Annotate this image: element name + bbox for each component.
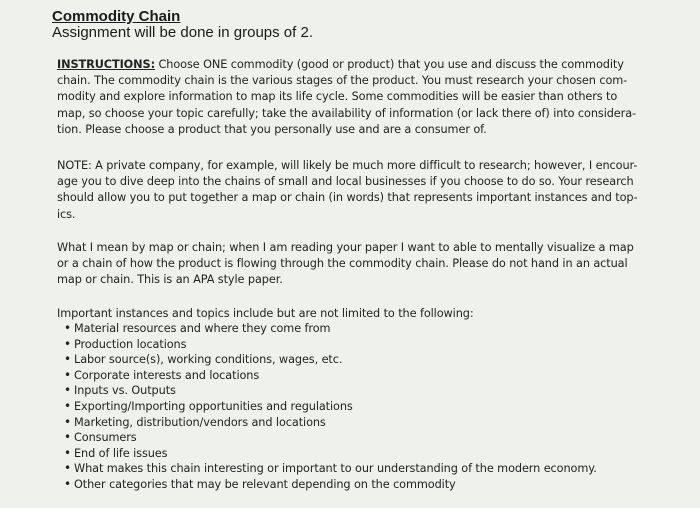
note-line: ics.: [57, 207, 76, 221]
instructions-text: Choose ONE commodity (good or product) that you use and discuss the commodity: [154, 58, 624, 71]
list-item: • Other categories that may be relevant depending on the commodity: [64, 477, 597, 493]
map-explanation-line: map or chain. This is an APA style paper.: [57, 273, 283, 287]
instructions-paragraph: [57, 57, 647, 138]
list-item: • Consumers: [64, 430, 597, 446]
note-paragraph: [57, 158, 647, 223]
note-line: NOTE: A private company, for example, will likely be much more difficult to research; however, I encour-: [57, 159, 638, 172]
note-line: should allow you to put together a map or chain (in words) that represents important instances and top-: [57, 191, 638, 205]
topics-intro: [57, 306, 647, 322]
instructions-line: chain. The commodity chain is the various stages of the product. You must research your chosen com-: [57, 74, 628, 88]
list-item: • Corporate interests and locations: [64, 368, 597, 384]
list-item: • Marketing, distribution/vendors and locations: [64, 415, 597, 431]
topics-list: [64, 321, 597, 493]
instructions-line: [57, 57, 647, 73]
list-item: • Material resources and where they come from: [64, 321, 597, 337]
list-item: • Labor source(s), working conditions, wages, etc.: [64, 352, 597, 368]
page-title: Commodity Chain: [52, 8, 181, 25]
list-item: • End of life issues: [64, 446, 597, 462]
topics-intro-text: Important instances and topics include but are not limited to the following:: [57, 307, 474, 320]
instructions-label: INSTRUCTIONS:: [57, 58, 155, 71]
note-line: age you to dive deep into the chains of small and local businesses if you choose to do so. Your research: [57, 175, 634, 189]
list-item: • What makes this chain interesting or important to our understanding of the modern economy.: [64, 461, 597, 477]
list-item: • Production locations: [64, 337, 597, 353]
map-explanation-line: What I mean by map or chain; when I am reading your paper I want to able to mentally visualize a map: [57, 241, 634, 254]
map-explanation-line: or a chain of how the product is flowing through the commodity chain. Please do not hand in an actual: [57, 257, 628, 271]
instructions-line: modity and explore information to map its life cycle. Some commodities will be easier than others to: [57, 90, 618, 104]
map-explanation-paragraph: [57, 240, 647, 289]
list-item: • Inputs vs. Outputs: [64, 383, 597, 399]
instructions-line: map, so choose your topic carefully; take the availability of information (or lack there of) into considera-: [57, 106, 636, 120]
instructions-line: tion. Please choose a product that you personally use and are a consumer of.: [57, 122, 487, 136]
page-subtitle: Assignment will be done in groups of 2.: [52, 24, 313, 41]
list-item: • Exporting/Importing opportunities and regulations: [64, 399, 597, 415]
